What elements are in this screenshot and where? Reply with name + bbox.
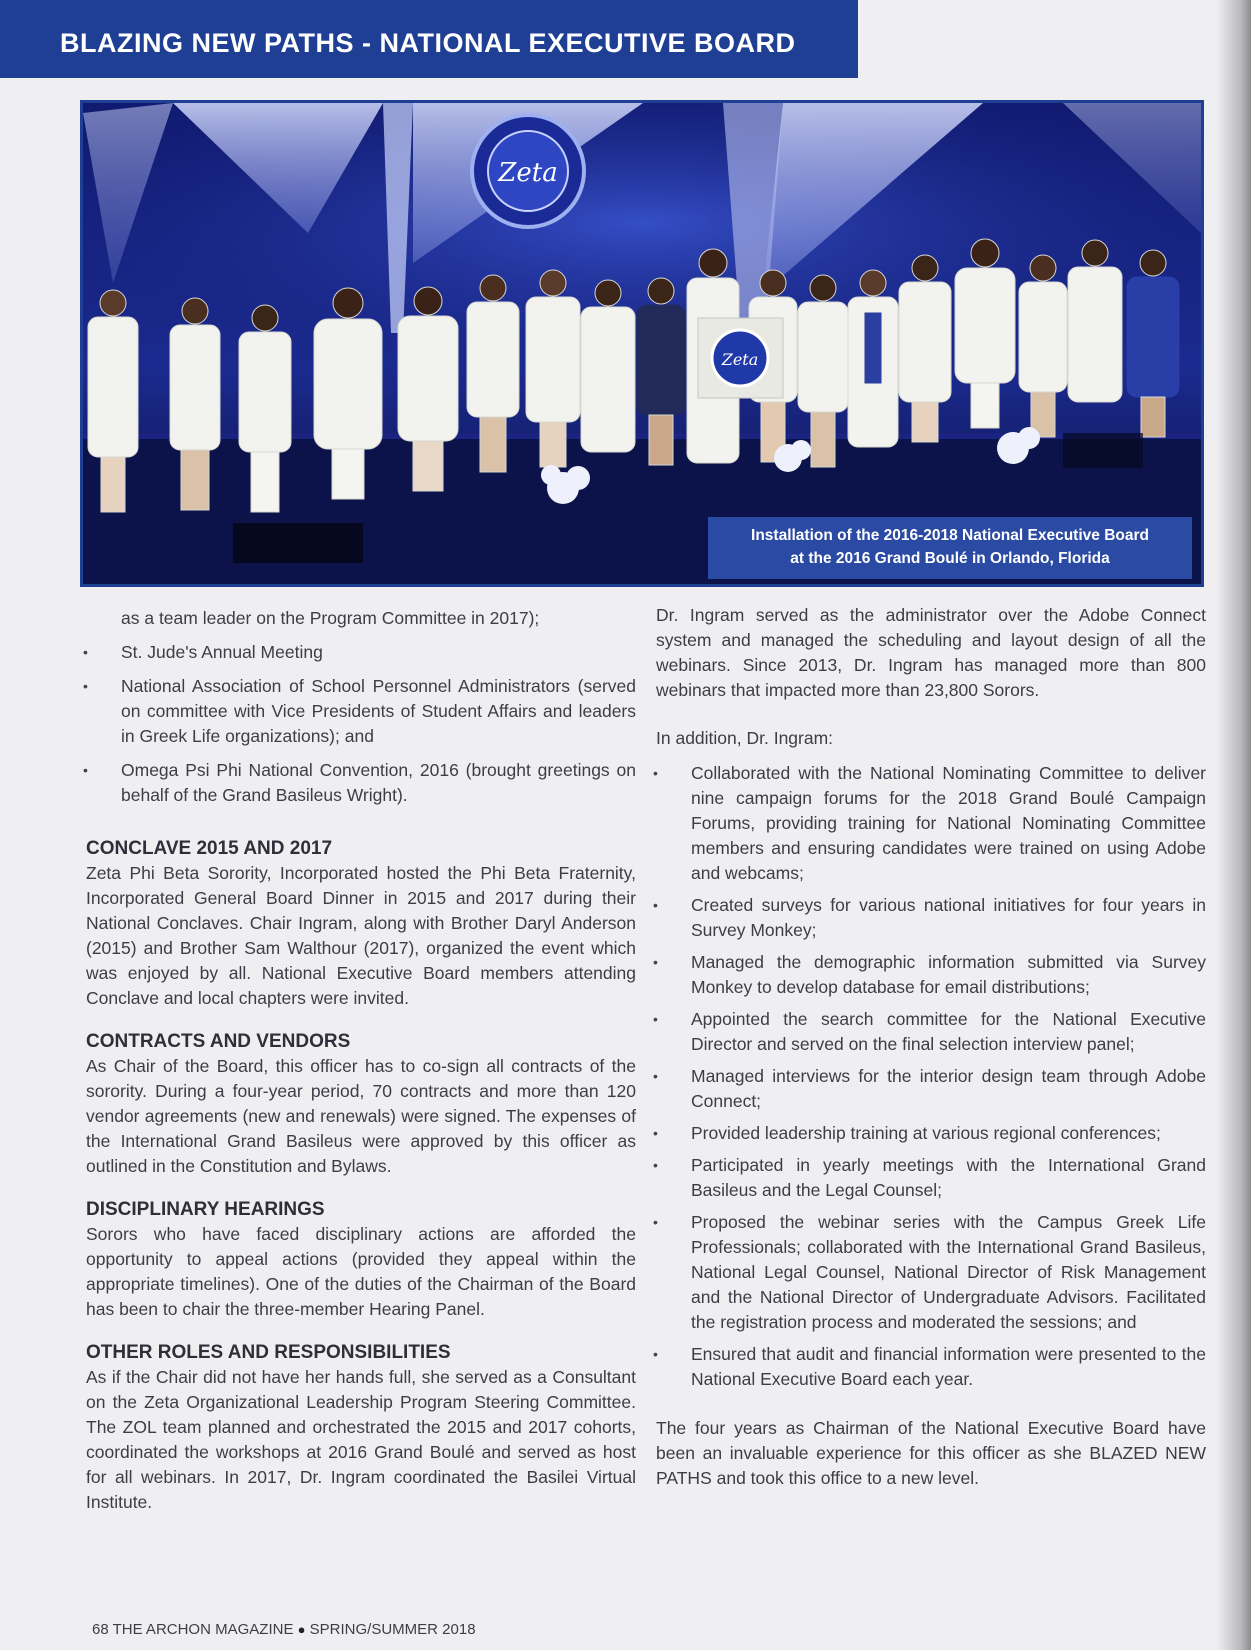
list-item: • National Association of School Personnel Administrators (served on committee with Vice Presidents of Student Affairs and leaders in Greek Life organizations); and bbox=[86, 674, 636, 749]
list-item: • St. Jude's Annual Meeting bbox=[86, 640, 636, 665]
list-item: • Created surveys for various national initiatives for four years in Survey Monkey; bbox=[656, 893, 1206, 943]
page-gutter-shadow bbox=[1217, 0, 1251, 1650]
list-item: • Appointed the search committee for the National Executive Director and served on the final selection interview panel; bbox=[656, 1007, 1206, 1057]
list-item: • Proposed the webinar series with the Campus Greek Life Professionals; collaborated with the International Grand Basileus, National Legal Counsel, National Director of Risk Management and the National Director of Undergraduate Advisors. Facilitated the registration process and moderated the sessions; and bbox=[656, 1210, 1206, 1335]
addition-lead: In addition, Dr. Ingram: bbox=[656, 728, 834, 748]
left-column bbox=[86, 606, 636, 1515]
zeta-emblem-icon bbox=[472, 115, 584, 227]
section-heading: OTHER ROLES AND RESPONSIBILITIES bbox=[86, 1342, 451, 1363]
intro-continuation: as a team leader on the Program Committee in 2017); bbox=[121, 608, 540, 628]
installation-photo bbox=[80, 100, 1204, 587]
accomplishment-list bbox=[656, 761, 1206, 1392]
list-item: • Participated in yearly meetings with the International Grand Basileus and the Legal Counsel; bbox=[656, 1153, 1206, 1203]
page-footer bbox=[92, 1622, 476, 1638]
photo-caption bbox=[708, 517, 1192, 579]
podium-logo-text: Zeta bbox=[721, 350, 759, 369]
section-body: As if the Chair did not have her hands full, she served as a Consultant on the Zeta Organizational Leadership Program Steering Committee. The ZOL team planned and orchestrated the 2015 and 2017 cohorts, coordinated the workshops at 2016 Grand Boulé and served as host for all webinars. In 2017, Dr. Ingram coordinated the Basilei Virtual Institute. bbox=[86, 1367, 636, 1512]
section-body: Zeta Phi Beta Sorority, Incorporated hosted the Phi Beta Fraternity, Incorporated General Board Dinner in 2015 and 2017 during their National Conclaves. Chair Ingram, along with Brother Daryl Anderson (2015) and Brother Sam Walthour (2017), organized the event which was enjoyed by all. National Executive Board members attending Conclave and local chapters were invited. bbox=[86, 863, 636, 1008]
list-item: • Collaborated with the National Nominating Committee to deliver nine campaign forums for the 2018 Grand Boulé Campaign Forums, providing training for National Nominating Committee members and ensuring candidates were trained on using Adobe and webcams; bbox=[656, 761, 1206, 886]
section-heading: CONCLAVE 2015 AND 2017 bbox=[86, 838, 333, 859]
list-item: • Ensured that audit and financial information were presented to the National Executive Board each year. bbox=[656, 1342, 1206, 1392]
right-column bbox=[656, 603, 1206, 1491]
issue-label: SPRING/SUMMER 2018 bbox=[309, 1621, 476, 1638]
caption-line-2: at the 2016 Grand Boulé in Orlando, Florida bbox=[790, 550, 1110, 567]
svg-text:Zeta: Zeta bbox=[498, 158, 558, 188]
section-heading: CONTRACTS AND VENDORS bbox=[86, 1031, 351, 1052]
page-title: BLAZING NEW PATHS - NATIONAL EXECUTIVE BOARD bbox=[60, 28, 796, 58]
list-item: • Managed the demographic information submitted via Survey Monkey to develop database for email distributions; bbox=[656, 950, 1206, 1000]
podium bbox=[698, 318, 783, 398]
caption-line-1: Installation of the 2016-2018 National Executive Board bbox=[751, 527, 1149, 544]
section-heading: DISCIPLINARY HEARINGS bbox=[86, 1199, 325, 1220]
stage-illustration bbox=[83, 103, 1201, 584]
list-item: • Provided leadership training at various regional conferences; bbox=[656, 1121, 1206, 1146]
section-body: As Chair of the Board, this officer has to co-sign all contracts of the sorority. During a four-year period, 70 contracts and more than 120 vendor agreements (new and renewals) were signed. The expenses of the International Grand Basileus were approved by this officer as outlined in the Constitution and Bylaws. bbox=[86, 1056, 636, 1176]
page-number: 68 bbox=[92, 1621, 109, 1638]
list-item: • Omega Psi Phi National Convention, 2016 (brought greetings on behalf of the Grand Basileus Wright). bbox=[86, 758, 636, 808]
magazine-name: THE ARCHON MAGAZINE bbox=[112, 1621, 294, 1638]
intro-paragraph: Dr. Ingram served as the administrator over the Adobe Connect system and managed the scheduling and layout design of all the webinars. Since 2013, Dr. Ingram has managed more than 800 webinars that impacted more than 23,800 Sorors. bbox=[656, 605, 1206, 700]
intro-bullet-list bbox=[86, 640, 636, 808]
section-body: Sorors who have faced disciplinary actions are afforded the opportunity to appeal actions (provided they appeal within the appropriate timelines). One of the duties of the Chairman of the Board has been to chair the three-member Hearing Panel. bbox=[86, 1224, 636, 1319]
list-item: • Managed interviews for the interior design team through Adobe Connect; bbox=[656, 1064, 1206, 1114]
closing-paragraph: The four years as Chairman of the National Executive Board have been an invaluable experience for this officer as she BLAZED NEW PATHS and took this office to a new level. bbox=[656, 1418, 1206, 1488]
bullet-separator-icon: ● bbox=[297, 1622, 306, 1637]
